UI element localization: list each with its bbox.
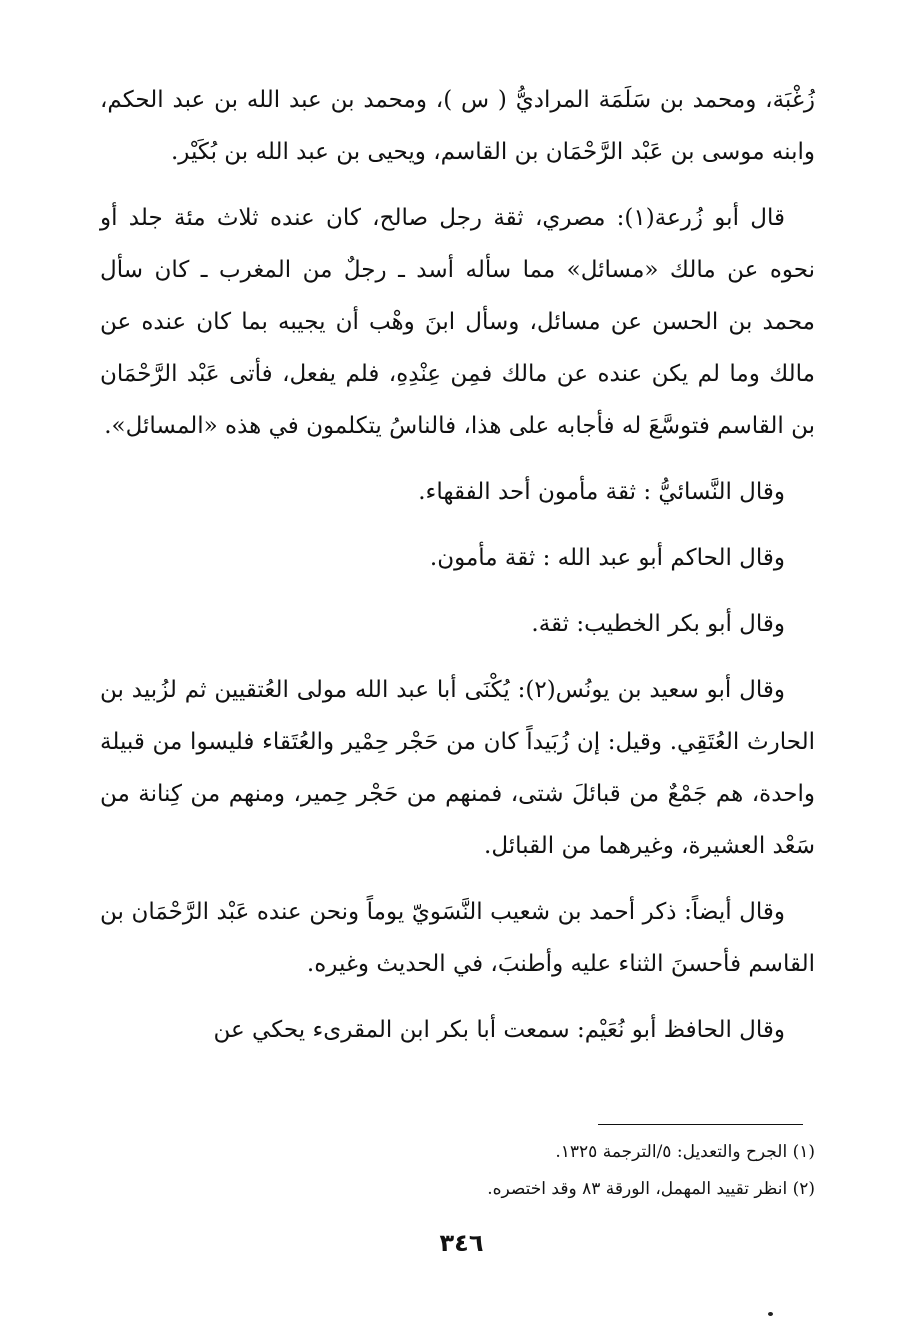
paragraph-abu-nuaym: وقال الحافظ أبو نُعَيْم: سمعت أبا بكر ابن المقرىء يحكي عن — [213, 1017, 785, 1043]
footnote-separator — [598, 1124, 803, 1125]
paragraph-khatib: وقال أبو بكر الخطيب: ثقة. — [531, 611, 785, 637]
paragraph-also-said: وقال أيضاً: ذكر أحمد بن شعيب النَّسَويّ يوماً ونحن عنده عَبْد الرَّحْمَان بن القاسم فأحسنَ الثناء عليه وأطنبَ، في الحديث وغيره. — [100, 899, 815, 977]
paragraph-hakim: وقال الحاكم أبو عبد الله : ثقة مأمون. — [429, 545, 785, 571]
footnotes — [100, 1134, 815, 1208]
main-text — [100, 74, 815, 1070]
footnote-1: (١) الجرح والتعديل: ٥/الترجمة ١٣٢٥. — [555, 1142, 815, 1162]
page-number: ٣٤٦ — [439, 1229, 484, 1257]
paragraph-students-list: زُغْبَة، ومحمد بن سَلَمَة المراديُّ ( س )، ومحمد بن عبد الله بن عبد الحكم، وابنه موسى بن عَبْد الرَّحْمَان بن القاسم، ويحيى بن عبد الله بن بُكَيْر. — [100, 87, 815, 165]
scan-speck — [768, 1312, 773, 1316]
paragraph-ibn-yunus: وقال أبو سعيد بن يونُس(٢): يُكْنَى أبا عبد الله مولى العُتقيين ثم لزُبيد بن الحارث العُتَقِي. وقيل: إن زُبَيداً كان من حَجْر حِمْير والعُتَقاء فليسوا من قبيلة واحدة، هم جَمْعٌ من قبائلَ شتى، فمنهم من حَجْر حِمير، ومنهم من كِنانة من سَعْد العشيرة، وغيرهما من القبائل. — [100, 677, 815, 859]
footnote-2: (٢) انظر تقييد المهمل، الورقة ٨٣ وقد اختصره. — [487, 1179, 815, 1199]
paragraph-nasai: وقال النَّسائيُّ : ثقة مأمون أحد الفقهاء. — [418, 479, 785, 505]
paragraph-abu-zurah: قال أبو زُرعة(١): مصري، ثقة رجل صالح، كان عنده ثلاث مئة جلد أو نحوه عن مالك «مسائل» مما سأله أسد ـ رجلٌ من المغرب ـ كان سأل محمد بن الحسن عن مسائل، وسأل ابنَ وهْب أن يجيبه بما كان عنده عن مالك وما لم يكن عنده عن مالك فمِن عِنْدِهِ، فلم يفعل، فأتى عَبْد الرَّحْمَان بن القاسم فتوسَّعَ له فأجابه على هذا، فالناسُ يتكلمون في هذه «المسائل». — [100, 205, 815, 439]
